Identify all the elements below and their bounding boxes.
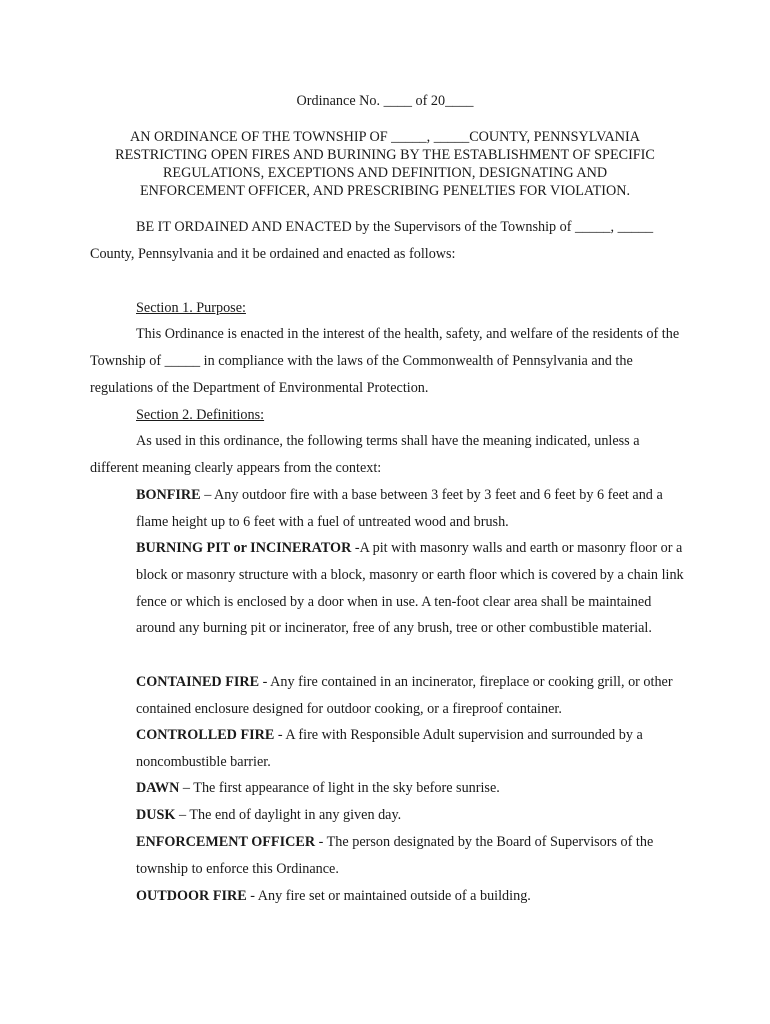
section-2-intro: As used in this ordinance, the following terms shall have the meaning indicated, unless a different meaning clearly appears from the context: <box>90 433 640 476</box>
definition-dawn <box>136 775 684 802</box>
section-2-heading: Section 2. Definitions: <box>136 407 265 423</box>
definition-text: – The first appearance of light in the sky before sunrise. <box>179 780 500 796</box>
definition-term: DAWN <box>136 780 180 796</box>
ordinance-title <box>80 128 690 200</box>
section-1-text: This Ordinance is enacted in the interest of the health, safety, and welfare of the residents of the Township of _____ in compliance with the laws of the Commonwealth of Pennsylvania and the regulations of the Department of Environmental Protection. <box>90 326 680 396</box>
definition-bonfire <box>136 482 684 536</box>
title-line: RESTRICTING OPEN FIRES AND BURINING BY THE ESTABLISHMENT OF SPECIFIC <box>115 147 655 163</box>
enacting-clause: BE IT ORDAINED AND ENACTED by the Supervisors of the Township of _____, _____ County, Pennsylvania and it be ordained and enacted as follows: <box>90 219 654 262</box>
definition-controlled-fire <box>136 722 684 776</box>
definition-outdoor-fire <box>136 883 684 910</box>
ordinance-heading: Ordinance No. ____ of 20____ <box>296 93 474 109</box>
definition-text: - Any fire set or maintained outside of a building. <box>246 888 531 904</box>
definition-text: – The end of daylight in any given day. <box>175 807 402 823</box>
section-1-heading: Section 1. Purpose: <box>136 300 246 316</box>
definition-term: OUTDOOR FIRE <box>136 888 247 904</box>
definition-enforcement-officer <box>136 829 684 883</box>
title-line: REGULATIONS, EXCEPTIONS AND DEFINITION, DESIGNATING AND <box>162 165 608 181</box>
definition-term: CONTROLLED FIRE <box>136 727 275 743</box>
definition-term: BONFIRE <box>136 487 201 503</box>
definition-text: -A pit with masonry walls and earth or masonry floor or a block or masonry structure with a block, masonry or earth floor which is covered by a chain link fence or which is enclosed by a door when in use. A ten-foot clear area shall be maintained around any burning pit or incinerator, free of any brush, tree or other combustible material. <box>136 540 684 637</box>
definition-text: – Any outdoor fire with a base between 3 feet by 3 feet and 6 feet by 6 feet and a flame height up to 6 feet with a fuel of untreated wood and brush. <box>136 487 663 530</box>
definition-text: - Any fire contained in an incinerator, fireplace or cooking grill, or other contained enclosure designed for outdoor cooking, or a fireproof container. <box>136 674 673 717</box>
definition-dusk <box>136 802 684 829</box>
definition-term: DUSK <box>136 807 176 823</box>
definition-term: BURNING PIT or INCINERATOR <box>136 540 352 556</box>
title-line: AN ORDINANCE OF THE TOWNSHIP OF _____, _____COUNTY, PENNSYLVANIA <box>129 129 640 145</box>
definition-text: - A fire with Responsible Adult supervision and surrounded by a noncombustible barrier. <box>136 727 643 770</box>
definition-contained-fire <box>136 669 684 723</box>
definition-term: ENFORCEMENT OFFICER <box>136 834 316 850</box>
definition-burning-pit <box>136 535 684 642</box>
title-line: ENFORCEMENT OFFICER, AND PRESCRIBING PENELTIES FOR VIOLATION. <box>139 183 631 199</box>
definition-text: - The person designated by the Board of Supervisors of the township to enforce this Ordinance. <box>136 834 654 877</box>
definition-term: CONTAINED FIRE <box>136 674 260 690</box>
